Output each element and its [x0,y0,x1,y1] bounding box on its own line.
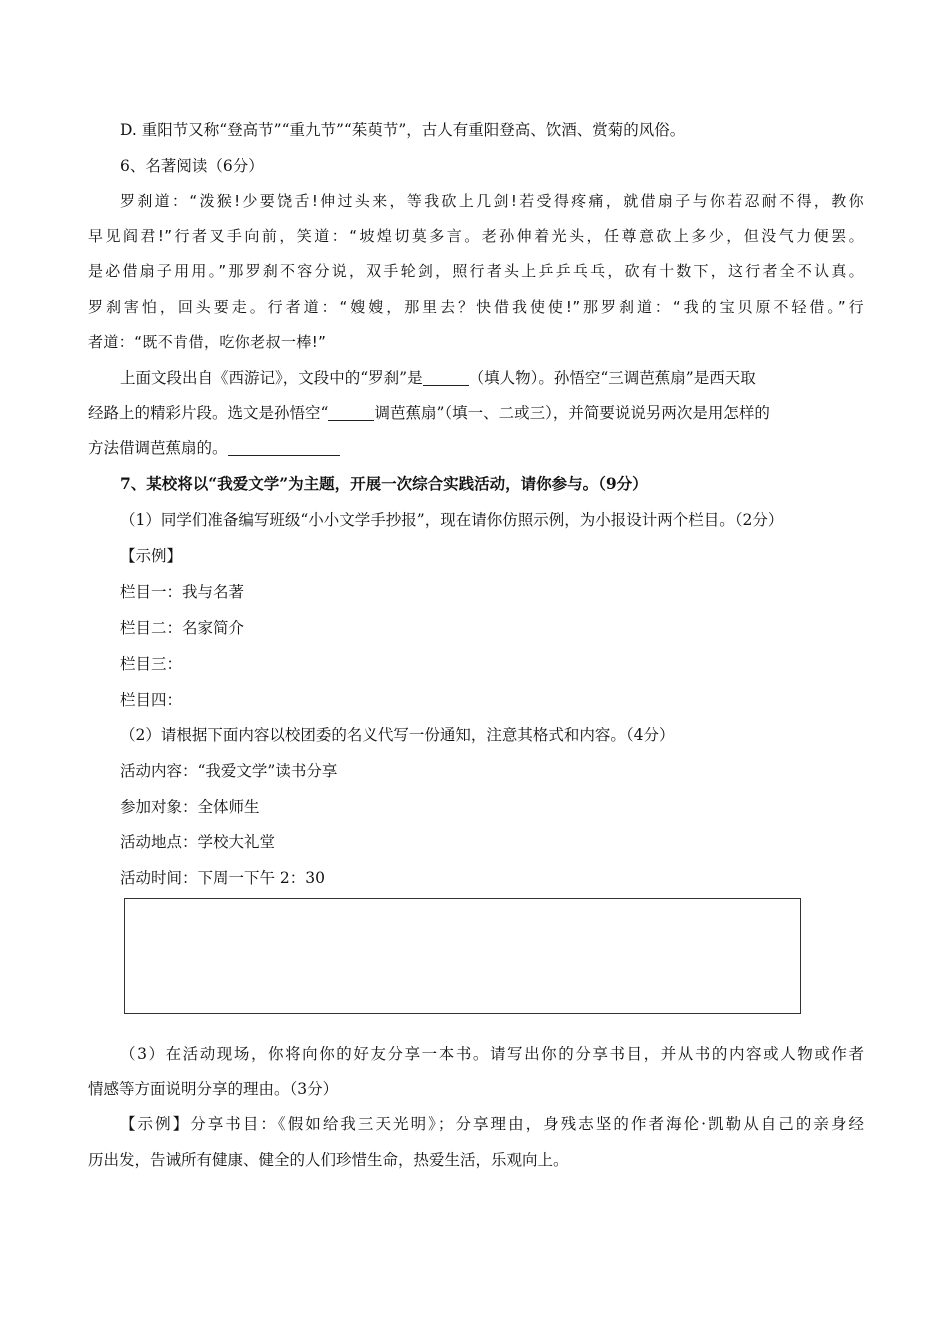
question-7-2: （2）请根据下面内容以校团委的名义代写一份通知，注意其格式和内容。（4分） [120,726,675,744]
passage-line-5: 者道：“既不肯借，吃你老叔一棒!” [88,333,327,351]
activity-time: 活动时间：下周一下午 2：30 [120,869,326,887]
answer-blank-number[interactable] [328,404,374,421]
activity-content: 活动内容：“我爱文学”读书分享 [120,762,338,780]
example2-line-1: 【示例】分享书目：《假如给我三天光明》；分享理由，身残志坚的作者海伦·凯勒从自己的亲身经 [120,1115,864,1133]
column-2: 栏目二：名家简介 [120,619,245,637]
passage-line-4: 罗刹害怕，回头要走。行者道：“嫂嫂，那里去？快借我使使!”那罗刹道：“我的宝贝原不轻借。”行 [88,298,864,316]
option-d: D. 重阳节又称“登高节”“重九节”“茱萸节”，古人有重阳登高、饮酒、赏菊的风俗。 [120,121,686,139]
question-6-text-line-2 [88,403,864,423]
column-4: 栏目四： [120,691,183,709]
question-7-title: 7、某校将以“我爱文学”为主题，开展一次综合实践活动，请你参与。（9分） [120,474,648,493]
example2-line-2: 历出发，告诫所有健康、健全的人们珍惜生命，热爱生活，乐观向上。 [88,1151,569,1169]
question-7-1: （1）同学们准备编写班级“小小文学手抄报”，现在请你仿照示例，为小报设计两个栏目。（2分） [120,511,784,529]
column-3: 栏目三： [120,655,183,673]
q6-text-part: 方法借调芭蕉扇的。 [88,439,228,457]
q6-text-part: 上面文段出自《西游记》，文段中的“罗刹”是 [120,369,423,387]
q6-text-part: （填人物）。孙悟空“三调芭蕉扇”是西天取 [468,369,756,387]
passage-line-1: 罗刹道：“泼猴!少要饶舌!伸过头来，等我砍上几剑!若受得疼痛，就借扇子与你若忍耐不得，教你 [120,192,864,210]
activity-participants: 参加对象：全体师生 [120,798,260,816]
q6-text-part: 调芭蕉扇”（填一、二或三），并简要说说另两次是用怎样的 [374,404,770,422]
question-6-text-line-3 [88,438,864,458]
passage-line-2: 早见阎君!”行者叉手向前，笑道：“坡煌切莫多言。老孙伸着光头，任尊意砍上多少，但没气力便罢。 [88,227,864,245]
q6-text-part: 经路上的精彩片段。选文是孙悟空“ [88,404,329,422]
question-6-title: 6、名著阅读（6分） [120,157,264,175]
answer-blank-methods[interactable] [228,439,340,456]
column-1: 栏目一：我与名著 [120,583,245,601]
activity-location: 活动地点：学校大礼堂 [120,833,276,851]
passage-line-3: 是必借扇子用用。”那罗刹不容分说，双手轮剑，照行者头上乒乒乓乓，砍有十数下，这行者全不认真。 [88,262,864,280]
example-label: 【示例】 [120,547,183,565]
notice-answer-box[interactable] [124,898,801,1014]
answer-blank-luocha[interactable] [423,369,469,386]
question-7-3-line-2: 情感等方面说明分享的理由。（3分） [88,1080,339,1098]
question-7-3-line-1: （3）在活动现场，你将向你的好友分享一本书。请写出你的分享书目，并从书的内容或人物或作者 [120,1045,864,1063]
question-6-text-line-1 [120,368,864,388]
